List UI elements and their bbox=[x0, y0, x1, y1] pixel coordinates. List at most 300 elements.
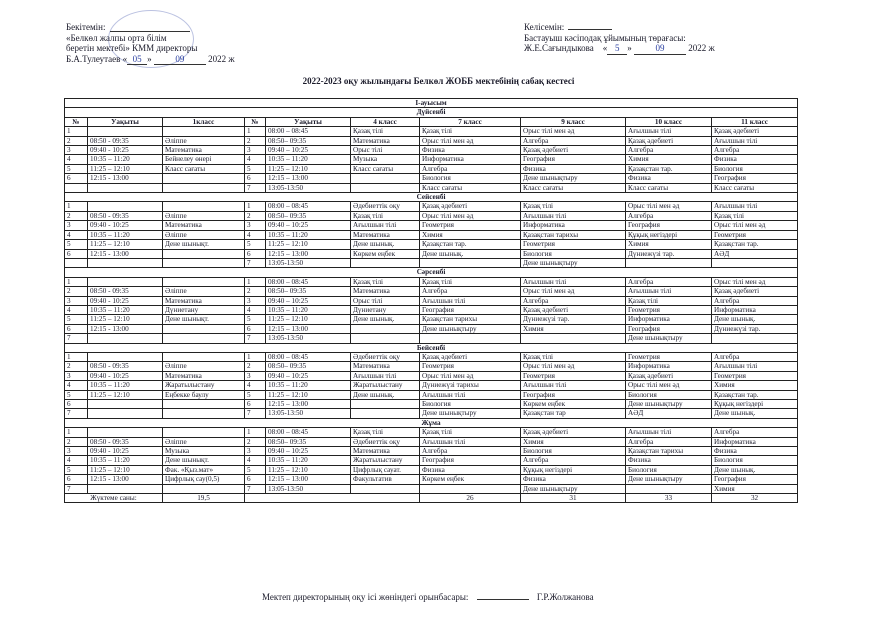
schedule-cell: Химия bbox=[521, 324, 626, 333]
chair-signature-line bbox=[568, 29, 612, 30]
schedule-row bbox=[65, 324, 798, 333]
schedule-cell: 3 bbox=[65, 371, 88, 380]
schedule-cell: Дүниетану bbox=[163, 305, 245, 314]
schedule-cell bbox=[163, 324, 245, 333]
schedule-cell: Математика bbox=[351, 136, 420, 145]
schedule-cell: Информатика bbox=[521, 221, 626, 230]
schedule-cell: 6 bbox=[65, 249, 88, 258]
schedule-row bbox=[65, 174, 798, 183]
schedule-row bbox=[65, 221, 798, 230]
schedule-cell: 2 bbox=[245, 287, 266, 296]
schedule-cell bbox=[626, 258, 712, 267]
schedule-cell: Физика bbox=[712, 155, 798, 164]
schedule-cell: Класс сағаты bbox=[521, 183, 626, 192]
schedule-cell: География bbox=[420, 305, 521, 314]
schedule-cell: Дүниетану bbox=[351, 305, 420, 314]
schedule-cell: Ағылшын тілі bbox=[351, 371, 420, 380]
schedule-cell: Информатика bbox=[626, 362, 712, 371]
schedule-cell: 09:40 - 10:25 bbox=[88, 371, 163, 380]
schedule-cell: 08:00 – 08:45 bbox=[266, 428, 351, 437]
schedule-cell: Ағылшын тілі bbox=[521, 277, 626, 286]
schedule-cell: 2 bbox=[65, 362, 88, 371]
schedule-cell: Биология bbox=[712, 164, 798, 173]
schedule-cell: Ағылшын тілі bbox=[712, 362, 798, 371]
schedule-cell bbox=[712, 334, 798, 343]
agreed-label: Келісемін: bbox=[524, 22, 715, 33]
schedule-cell: 10:35 – 11:20 bbox=[88, 305, 163, 314]
totals-label: Жүктеме саны: bbox=[65, 494, 163, 503]
schedule-cell: Құқық негіздері bbox=[521, 465, 626, 474]
schedule-row bbox=[65, 334, 798, 343]
schedule-row bbox=[65, 352, 798, 361]
schedule-cell: Физика bbox=[626, 456, 712, 465]
schedule-cell: 6 bbox=[65, 475, 88, 484]
schedule-cell: 08:50 - 09:35 bbox=[88, 211, 163, 220]
schedule-cell: 5 bbox=[65, 315, 88, 324]
schedule-cell: 10:35 – 11:20 bbox=[266, 230, 351, 239]
director-name: Б.А.Тулеутаев bbox=[66, 53, 121, 64]
schedule-cell: Биология bbox=[712, 456, 798, 465]
date-month-right: 09 bbox=[634, 43, 686, 55]
approved-label: Бекітемін: bbox=[66, 22, 106, 32]
schedule-cell: 09:40 - 10:25 bbox=[88, 296, 163, 305]
schedule-cell: 4 bbox=[65, 230, 88, 239]
schedule-cell: Қазақстан тар. bbox=[420, 240, 521, 249]
date-quote-open-right: « bbox=[602, 43, 608, 53]
schedule-cell: Қазақ әдебиеті bbox=[626, 371, 712, 380]
schedule-cell: Дене шынық. bbox=[712, 315, 798, 324]
schedule-cell: Биология bbox=[521, 447, 626, 456]
schedule-row bbox=[65, 164, 798, 173]
schedule-cell bbox=[88, 202, 163, 211]
schedule-cell: 12:15 - 13:00 bbox=[88, 475, 163, 484]
schedule-cell: География bbox=[521, 390, 626, 399]
schedule-cell: Көркем еңбек bbox=[521, 400, 626, 409]
schedule-cell: 12:15 – 13:00 bbox=[266, 249, 351, 258]
schedule-cell: Алгебра bbox=[626, 437, 712, 446]
day-name: Бейсенбі bbox=[65, 343, 798, 352]
chair-name: Ж.Е.Сағындыкова bbox=[524, 43, 594, 53]
schedule-cell: Дене шынықтыру bbox=[626, 334, 712, 343]
schedule-cell: Класс сағаты bbox=[712, 183, 798, 192]
schedule-cell: АӘД bbox=[626, 409, 712, 418]
schedule-cell bbox=[88, 428, 163, 437]
schedule-cell: Орыс тілі мен әд bbox=[712, 277, 798, 286]
schedule-cell: 5 bbox=[245, 390, 266, 399]
schedule-cell: 09:40 - 10:25 bbox=[88, 146, 163, 155]
schedule-cell: География bbox=[712, 174, 798, 183]
schedule-cell: 6 bbox=[245, 174, 266, 183]
schedule-cell: 10:35 – 11:20 bbox=[88, 155, 163, 164]
schedule-cell: 2 bbox=[65, 136, 88, 145]
schedule-cell: Алгебра bbox=[521, 456, 626, 465]
schedule-cell: Алгебра bbox=[712, 352, 798, 361]
schedule-cell: Дене шынықт. bbox=[163, 240, 245, 249]
schedule-cell: 12:15 – 13:00 bbox=[266, 174, 351, 183]
schedule-row bbox=[65, 484, 798, 493]
schedule-cell: Геометрия bbox=[626, 305, 712, 314]
schedule-cell: 10:35 – 11:20 bbox=[266, 456, 351, 465]
schedule-cell: 2 bbox=[245, 211, 266, 220]
schedule-cell bbox=[351, 409, 420, 418]
schedule-cell: Қазақ әдебиеті bbox=[521, 305, 626, 314]
schedule-cell: Математика bbox=[163, 146, 245, 155]
schedule-cell bbox=[163, 202, 245, 211]
schedule-cell: 09:40 - 10:25 bbox=[88, 447, 163, 456]
totals-grade4: 26 bbox=[420, 494, 521, 503]
schedule-cell: Класс сағаты bbox=[163, 164, 245, 173]
schedule-cell: Физика bbox=[712, 447, 798, 456]
schedule-cell: Музыка bbox=[163, 447, 245, 456]
schedule-cell: 4 bbox=[65, 456, 88, 465]
schedule-cell: Көркем еңбек bbox=[351, 249, 420, 258]
schedule-cell: 4 bbox=[245, 155, 266, 164]
schedule-cell: Қазақ тілі bbox=[351, 277, 420, 286]
schedule-cell bbox=[88, 183, 163, 192]
schedule-row bbox=[65, 183, 798, 192]
schedule-cell: Химия bbox=[712, 484, 798, 493]
schedule-cell bbox=[420, 484, 521, 493]
schedule-cell: Информатика bbox=[712, 437, 798, 446]
totals-grade9: 33 bbox=[626, 494, 712, 503]
schedule-cell: Дүниежүзі тар. bbox=[521, 315, 626, 324]
schedule-cell: 12:15 - 13:00 bbox=[88, 324, 163, 333]
schedule-cell: Геометрия bbox=[626, 352, 712, 361]
column-header: Уақыты bbox=[88, 117, 163, 126]
schedule-cell: 4 bbox=[65, 155, 88, 164]
schedule-row bbox=[65, 447, 798, 456]
schedule-cell: 13:05-13:50 bbox=[266, 258, 351, 267]
schedule-cell: Қазақ тілі bbox=[420, 127, 521, 136]
schedule-cell: 1 bbox=[245, 127, 266, 136]
schedule-cell: 13:05-13:50 bbox=[266, 183, 351, 192]
schedule-cell bbox=[65, 258, 88, 267]
schedule-cell: Математика bbox=[163, 221, 245, 230]
schedule-cell: Ағылшын тілі bbox=[420, 437, 521, 446]
schedule-cell: 3 bbox=[65, 447, 88, 456]
column-header: 1класс bbox=[163, 117, 245, 126]
schedule-cell: 7 bbox=[245, 258, 266, 267]
schedule-cell: Информатика bbox=[420, 155, 521, 164]
schedule-cell: 11:25 – 12:10 bbox=[266, 315, 351, 324]
schedule-cell: Дене шынық. bbox=[351, 390, 420, 399]
schedule-cell: Дене шынықт. bbox=[163, 456, 245, 465]
schedule-cell: 11:25 – 12:10 bbox=[266, 465, 351, 474]
schedule-cell: Алгебра bbox=[420, 164, 521, 173]
schedule-cell: 11:25 – 12:10 bbox=[88, 465, 163, 474]
schedule-cell: Әдебиеттік оқу bbox=[351, 202, 420, 211]
schedule-cell: Химия bbox=[626, 155, 712, 164]
column-header: 9 класс bbox=[521, 117, 626, 126]
schedule-cell: Биология bbox=[420, 400, 521, 409]
agreement-block bbox=[524, 22, 715, 55]
schedule-cell: 1 bbox=[65, 127, 88, 136]
schedule-row bbox=[65, 287, 798, 296]
schedule-cell: 08:00 – 08:45 bbox=[266, 127, 351, 136]
director-line bbox=[66, 54, 235, 66]
schedule-cell: Қазақ әдебиеті bbox=[712, 287, 798, 296]
schedule-cell: 10:35 – 11:20 bbox=[88, 381, 163, 390]
schedule-cell: Жаратылыстану bbox=[351, 381, 420, 390]
column-header: № bbox=[245, 117, 266, 126]
schedule-cell: Дене шынық. bbox=[351, 240, 420, 249]
schedule-cell: 10:35 – 11:20 bbox=[266, 381, 351, 390]
schedule-cell: Әліппе bbox=[163, 437, 245, 446]
schedule-row bbox=[65, 258, 798, 267]
totals-row bbox=[65, 494, 798, 503]
schedule-cell: 12:15 – 13:00 bbox=[266, 475, 351, 484]
schedule-cell: Алгебра bbox=[626, 277, 712, 286]
schedule-cell: Геометрия bbox=[712, 371, 798, 380]
totals-grade10: 32 bbox=[712, 494, 798, 503]
schedule-cell bbox=[163, 277, 245, 286]
schedule-cell: Дене шынықтыру bbox=[521, 174, 626, 183]
schedule-cell: 08:50 - 09:35 bbox=[88, 362, 163, 371]
schedule-cell: Әдебиеттік оқу bbox=[351, 437, 420, 446]
schedule-cell: 4 bbox=[65, 305, 88, 314]
schedule-cell: Қазақстан тар. bbox=[626, 164, 712, 173]
schedule-cell: Дене шынықтыру bbox=[521, 484, 626, 493]
schedule-cell: География bbox=[521, 155, 626, 164]
schedule-cell: 08:50– 09:35 bbox=[266, 437, 351, 446]
schedule-cell: 2 bbox=[65, 287, 88, 296]
schedule-cell: Қазақ әдебиеті bbox=[420, 352, 521, 361]
schedule-cell: Қазақ тілі bbox=[521, 202, 626, 211]
date-year: 2022 ж bbox=[208, 53, 235, 64]
schedule-cell: Қазақ тілі bbox=[351, 127, 420, 136]
schedule-cell: Орыс тілі bbox=[351, 146, 420, 155]
schedule-cell bbox=[420, 334, 521, 343]
schedule-cell: 08:00 – 08:45 bbox=[266, 202, 351, 211]
schedule-cell: Жаратылыстану bbox=[163, 381, 245, 390]
schedule-cell: 7 bbox=[245, 484, 266, 493]
schedule-cell: 6 bbox=[65, 324, 88, 333]
schedule-cell: 13:05-13:50 bbox=[266, 409, 351, 418]
schedule-row bbox=[65, 465, 798, 474]
schedule-cell: Алгебра bbox=[712, 428, 798, 437]
schedule-title: 2022-2023 оқу жылындағы Белкөл ЖОББ мектебінің сабақ кестесі bbox=[302, 76, 575, 86]
day-name: Жұма bbox=[65, 418, 798, 427]
schedule-cell: Орыс тілі мен әд bbox=[521, 287, 626, 296]
schedule-cell: Орыс тілі bbox=[351, 296, 420, 305]
column-header: 7 класс bbox=[420, 117, 521, 126]
schedule-cell: Дүниежүзі тар. bbox=[712, 324, 798, 333]
schedule-cell: 6 bbox=[245, 400, 266, 409]
schedule-cell: Қазақ тілі bbox=[712, 211, 798, 220]
date-day: 05 bbox=[127, 54, 147, 66]
schedule-cell: 3 bbox=[65, 221, 88, 230]
schedule-cell bbox=[88, 484, 163, 493]
schedule-row bbox=[65, 381, 798, 390]
schedule-cell: 1 bbox=[245, 202, 266, 211]
schedule-cell: 10:35 – 11:20 bbox=[88, 456, 163, 465]
schedule-cell: Биология bbox=[521, 249, 626, 258]
schedule-cell: Құқық негіздері bbox=[626, 230, 712, 239]
schedule-cell: 11:25 – 12:10 bbox=[266, 164, 351, 173]
schedule-cell bbox=[163, 183, 245, 192]
schedule-cell bbox=[351, 174, 420, 183]
schedule-cell bbox=[163, 352, 245, 361]
schedule-cell: Қазақ тілі bbox=[351, 428, 420, 437]
day-row bbox=[65, 418, 798, 427]
schedule-cell: Алгебра bbox=[712, 296, 798, 305]
schedule-cell bbox=[163, 249, 245, 258]
schedule-cell: 5 bbox=[245, 240, 266, 249]
schedule-cell bbox=[163, 258, 245, 267]
schedule-cell: 5 bbox=[245, 164, 266, 173]
schedule-row bbox=[65, 230, 798, 239]
schedule-cell: 1 bbox=[245, 428, 266, 437]
schedule-cell bbox=[521, 334, 626, 343]
schedule-cell: Геометрия bbox=[712, 230, 798, 239]
schedule-cell: 3 bbox=[65, 296, 88, 305]
schedule-cell: Орыс тілі мен әд bbox=[626, 202, 712, 211]
schedule-cell: 7 bbox=[65, 334, 88, 343]
schedule-cell: Жаратылыстану bbox=[351, 456, 420, 465]
day-row bbox=[65, 108, 798, 117]
schedule-cell bbox=[65, 183, 88, 192]
schedule-cell: Алгебра bbox=[521, 296, 626, 305]
schedule-row bbox=[65, 390, 798, 399]
schedule-cell: Класс сағаты bbox=[351, 164, 420, 173]
schedule-cell: 2 bbox=[65, 437, 88, 446]
column-header: 11 класс bbox=[712, 117, 798, 126]
schedule-cell: Әліппе bbox=[163, 230, 245, 239]
schedule-cell bbox=[88, 127, 163, 136]
column-header: 10 класс bbox=[626, 117, 712, 126]
schedule-cell: Факультатив bbox=[351, 475, 420, 484]
schedule-cell: Ағылшын тілі bbox=[712, 202, 798, 211]
schedule-cell: 5 bbox=[245, 315, 266, 324]
schedule-cell: Химия bbox=[420, 230, 521, 239]
schedule-cell: 09:40 – 10:25 bbox=[266, 371, 351, 380]
day-name: Дүйсенбі bbox=[65, 108, 798, 117]
schedule-cell: Қазақстан тар. bbox=[712, 240, 798, 249]
schedule-cell: Музыка bbox=[351, 155, 420, 164]
schedule-cell: Құқық негіздері bbox=[712, 400, 798, 409]
schedule-cell: 6 bbox=[245, 324, 266, 333]
schedule-row bbox=[65, 362, 798, 371]
schedule-cell: География bbox=[626, 221, 712, 230]
schedule-cell: Дене шынық. bbox=[712, 409, 798, 418]
schedule-cell: Қазақстан тарихы bbox=[626, 447, 712, 456]
schedule-cell: Математика bbox=[351, 362, 420, 371]
schedule-cell: 1 bbox=[245, 277, 266, 286]
schedule-row bbox=[65, 305, 798, 314]
schedule-row bbox=[65, 146, 798, 155]
date-month: 09 bbox=[154, 54, 206, 66]
schedule-cell: География bbox=[712, 475, 798, 484]
column-header: Уақыты bbox=[266, 117, 351, 126]
org-line-1: «Белкөл жалпы орта білім bbox=[66, 32, 167, 43]
footer-name: Г.Р.Жолжанова bbox=[536, 592, 594, 602]
schedule-cell: Математика bbox=[351, 447, 420, 456]
schedule-cell: Әліппе bbox=[163, 287, 245, 296]
schedule-cell: Қазақ әдебиеті bbox=[626, 136, 712, 145]
schedule-cell: Орыс тілі мен әд bbox=[626, 381, 712, 390]
schedule-cell: Класс сағаты bbox=[420, 183, 521, 192]
schedule-cell: Дене шынықтыру bbox=[420, 324, 521, 333]
schedule-cell: Қазақ әдебиеті bbox=[712, 127, 798, 136]
schedule-cell: Қазақ тілі bbox=[420, 277, 521, 286]
schedule-cell: Математика bbox=[163, 296, 245, 305]
schedule-cell: Қазақстан тарихы bbox=[420, 315, 521, 324]
schedule-cell: 4 bbox=[245, 456, 266, 465]
schedule-cell: Орыс тілі мен әд bbox=[521, 127, 626, 136]
schedule-cell: Цифрлық сауат. bbox=[351, 465, 420, 474]
schedule-cell: 3 bbox=[245, 146, 266, 155]
schedule-cell: Ағылшын тілі bbox=[626, 428, 712, 437]
schedule-cell: 09:40 – 10:25 bbox=[266, 146, 351, 155]
schedule-cell: Информатика bbox=[626, 315, 712, 324]
schedule-cell: 6 bbox=[245, 249, 266, 258]
date-quote-close-right: » bbox=[627, 43, 632, 53]
schedule-cell: 7 bbox=[245, 183, 266, 192]
schedule-row bbox=[65, 456, 798, 465]
schedule-cell: Әліппе bbox=[163, 136, 245, 145]
schedule-cell: 1 bbox=[65, 202, 88, 211]
schedule-cell bbox=[351, 334, 420, 343]
schedule-cell: Геометрия bbox=[420, 221, 521, 230]
totals-empty bbox=[245, 494, 420, 503]
column-header-row bbox=[65, 117, 798, 126]
schedule-cell: 7 bbox=[245, 334, 266, 343]
schedule-cell: 5 bbox=[65, 465, 88, 474]
schedule-cell: 4 bbox=[245, 230, 266, 239]
schedule-cell: 10:35 – 11:20 bbox=[88, 230, 163, 239]
schedule-row bbox=[65, 155, 798, 164]
schedule-cell: Алгебра bbox=[420, 447, 521, 456]
schedule-cell: Ағылшын тілі bbox=[420, 296, 521, 305]
chair-line bbox=[524, 43, 715, 55]
schedule-cell: Ағылшын тілі bbox=[351, 221, 420, 230]
schedule-cell: Орыс тілі мен әд bbox=[420, 211, 521, 220]
schedule-cell: 09:40 – 10:25 bbox=[266, 447, 351, 456]
schedule-cell: 4 bbox=[65, 381, 88, 390]
schedule-cell: Алгебра bbox=[521, 136, 626, 145]
schedule-cell: 12:15 – 13:00 bbox=[266, 400, 351, 409]
schedule-cell: География bbox=[626, 324, 712, 333]
schedule-cell: 3 bbox=[65, 146, 88, 155]
schedule-cell: Дене шынықтыру bbox=[420, 409, 521, 418]
schedule-cell: 1 bbox=[65, 352, 88, 361]
schedule-cell: 1 bbox=[65, 277, 88, 286]
schedule-cell: 11:25 – 12:10 bbox=[88, 240, 163, 249]
schedule-cell: 08:00 – 08:45 bbox=[266, 352, 351, 361]
schedule-row bbox=[65, 409, 798, 418]
schedule-cell: Әліппе bbox=[163, 362, 245, 371]
schedule-cell: Қазақ тілі bbox=[626, 296, 712, 305]
date-quote-close: » bbox=[147, 53, 152, 64]
schedule-cell: 13:05-13:50 bbox=[266, 484, 351, 493]
column-header: № bbox=[65, 117, 88, 126]
schedule-cell bbox=[351, 484, 420, 493]
schedule-cell: Ағылшын тілі bbox=[626, 287, 712, 296]
schedule-cell: 09:40 – 10:25 bbox=[266, 221, 351, 230]
schedule-cell: 09:40 – 10:25 bbox=[266, 296, 351, 305]
schedule-cell: Алгебра bbox=[420, 287, 521, 296]
schedule-cell bbox=[420, 258, 521, 267]
schedule-cell bbox=[88, 277, 163, 286]
date-day-right: 5 bbox=[607, 43, 627, 55]
schedule-cell: Дене шынықтыру bbox=[626, 400, 712, 409]
org-line-2: беретін мектебі» КММ директоры bbox=[66, 43, 198, 53]
schedule-cell: 3 bbox=[245, 296, 266, 305]
shift-label: І-ауысым bbox=[65, 99, 798, 108]
schedule-cell: Информатика bbox=[712, 305, 798, 314]
schedule-cell: 3 bbox=[245, 371, 266, 380]
schedule-cell: Физика bbox=[420, 465, 521, 474]
